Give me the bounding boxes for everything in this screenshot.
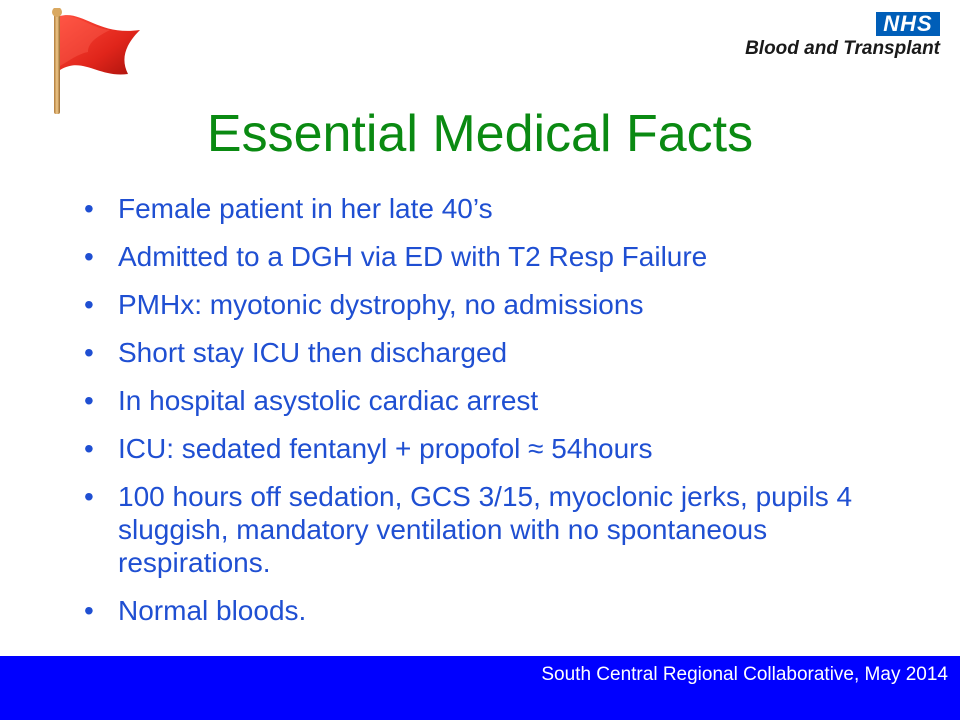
bullet-marker: • [84,337,94,368]
bullet-item [78,432,878,465]
bullet-text: ICU: sedated fentanyl + propofol ≈ 54hours [118,433,653,464]
bullet-item [78,240,878,273]
bullet-marker: • [84,241,94,272]
bullet-text: Female patient in her late 40’s [118,193,493,224]
bullet-text: PMHx: myotonic dystrophy, no admissions [118,289,644,320]
bullet-item [78,480,878,579]
bullet-item [78,384,878,417]
bullet-item [78,288,878,321]
bullet-text: Admitted to a DGH via ED with T2 Resp Failure [118,241,708,272]
bullet-marker: • [84,595,94,626]
bullet-text: 100 hours off sedation, GCS 3/15, myoclonic jerks, pupils 4 sluggish, mandatory ventilation with no spontaneous respirations. [118,481,853,578]
nhs-badge: NHS [876,12,940,36]
footer-bar [0,656,960,720]
organisation-name: Blood and Transplant [745,38,940,59]
bullet-item [78,192,878,225]
bullet-marker: • [84,385,94,416]
bullet-list [78,192,878,642]
slide-title: Essential Medical Facts [206,105,754,163]
bullet-text: Short stay ICU then discharged [118,337,508,368]
bullet-marker: • [84,481,94,512]
bullet-marker: • [84,433,94,464]
nhs-blood-and-transplant-logo [740,12,940,62]
bullet-marker: • [84,193,94,224]
bullet-text: In hospital asystolic cardiac arrest [118,385,539,416]
footer-text: South Central Regional Collaborative, May 2014 [541,664,948,685]
bullet-item [78,594,878,627]
red-flag-icon [28,8,158,118]
bullet-text: Normal bloods. [118,595,307,626]
bullet-item [78,336,878,369]
bullet-marker: • [84,289,94,320]
